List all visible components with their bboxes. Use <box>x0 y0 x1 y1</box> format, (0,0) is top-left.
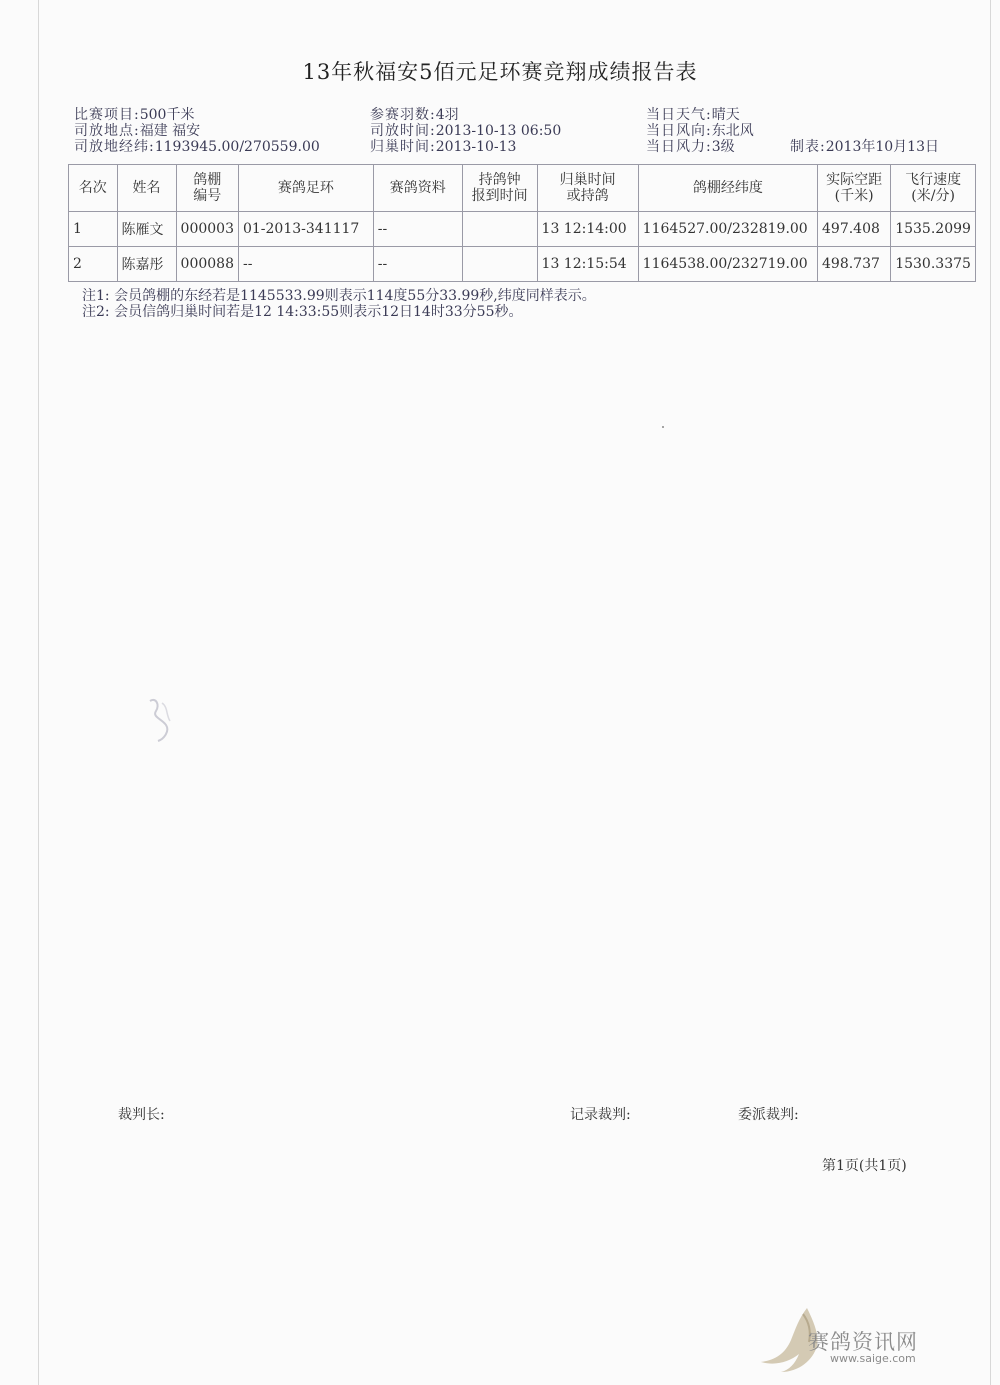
header-distance-line1: 实际空距 <box>826 172 883 188</box>
meta-coords-label: 司放地经纬: <box>74 139 155 155</box>
header-speed <box>891 165 976 212</box>
chief-referee-signature: 裁判长: <box>118 1107 165 1123</box>
cell-name: 陈嘉彤 <box>117 247 176 282</box>
header-ring: 赛鸽足环 <box>238 165 373 212</box>
results-table <box>68 164 976 282</box>
scan-fold-line <box>38 0 39 1385</box>
note-1: 注1: 会员鸽棚的东经若是1145533.99则表示114度55分33.99秒,纬度同样表示。 <box>82 288 596 304</box>
meta-weather-value: 晴天 <box>711 107 740 123</box>
meta-coords <box>74 138 320 157</box>
cell-name: 陈雁文 <box>117 212 176 247</box>
meta-wind-force-value: 3级 <box>711 139 735 155</box>
cell-loft-coords: 1164538.00/232719.00 <box>638 247 817 282</box>
header-speed-line1: 飞行速度 <box>905 172 962 188</box>
header-arrival-line1: 归巢时间 <box>559 172 616 188</box>
header-arrival <box>537 165 638 212</box>
header-info: 赛鸽资料 <box>373 165 462 212</box>
cell-clock <box>462 212 537 247</box>
header-rank: 名次 <box>69 165 118 212</box>
header-distance-line2: (千米) <box>834 188 874 204</box>
meta-wind-dir-value: 东北风 <box>711 123 754 139</box>
cell-arrival: 13 12:14:00 <box>537 212 638 247</box>
note-2: 注2: 会员信鸽归巢时间若是12 14:33:55则表示12日14时33分55秒。 <box>82 304 523 320</box>
meta-location-value: 福建 福安 <box>139 123 201 139</box>
scan-edge-line <box>990 0 991 1385</box>
cell-rank: 1 <box>69 212 118 247</box>
cell-speed: 1530.3375 <box>891 247 976 282</box>
meta-wind-force <box>646 138 735 157</box>
meta-made-label: 制表: <box>790 139 826 155</box>
record-referee-signature: 记录裁判: <box>570 1107 631 1123</box>
report-title: 13年秋福安5佰元足环赛竞翔成绩报告表 <box>302 60 698 84</box>
header-arrival-line2: 或持鸽 <box>566 188 609 204</box>
meta-wind-force-label: 当日风力: <box>646 139 712 155</box>
cell-loft-no: 000003 <box>176 212 238 247</box>
header-loft-no <box>176 165 238 212</box>
watermark-text: 赛鸽资讯网 <box>808 1330 918 1354</box>
cell-loft-no: 000088 <box>176 247 238 282</box>
header-loft-no-line1: 鸽棚 <box>193 172 222 188</box>
smudge-mark <box>142 695 182 745</box>
assigned-referee-signature: 委派裁判: <box>738 1107 799 1123</box>
watermark-url: www.saige.com <box>830 1352 916 1365</box>
cell-arrival: 13 12:15:54 <box>537 247 638 282</box>
cell-ring: 01-2013-341117 <box>238 212 373 247</box>
header-distance <box>818 165 891 212</box>
cell-loft-coords: 1164527.00/232819.00 <box>638 212 817 247</box>
header-speed-line2: (米/分) <box>911 188 955 204</box>
meta-weather-label: 当日天气: <box>646 107 712 123</box>
cell-clock <box>462 247 537 282</box>
table-row <box>69 247 976 282</box>
meta-event-label: 比赛项目: <box>74 107 140 123</box>
meta-return-time-label: 归巢时间: <box>370 139 436 155</box>
header-clock-line2: 报到时间 <box>471 188 528 204</box>
meta-event-value: 500千米 <box>139 107 195 123</box>
speck <box>662 426 664 428</box>
notes <box>82 288 596 320</box>
meta-release-time-label: 司放时间: <box>370 123 436 139</box>
page-number: 第1页(共1页) <box>822 1158 907 1174</box>
meta-made-value: 2013年10月13日 <box>825 139 939 155</box>
meta-return-time <box>370 138 516 157</box>
header-clock <box>462 165 537 212</box>
header-loft-coords: 鸽棚经纬度 <box>638 165 817 212</box>
header-loft-no-line2: 编号 <box>193 188 222 204</box>
meta-location-label: 司放地点: <box>74 123 140 139</box>
table-row <box>69 212 976 247</box>
table-header-row <box>69 165 976 212</box>
cell-speed: 1535.2099 <box>891 212 976 247</box>
meta-entries-label: 参赛羽数: <box>370 107 436 123</box>
meta-wind-dir-label: 当日风向: <box>646 123 712 139</box>
meta-entries-value: 4羽 <box>435 107 459 123</box>
meta-coords-value: 1193945.00/270559.00 <box>154 139 320 155</box>
cell-distance: 497.408 <box>818 212 891 247</box>
cell-ring: -- <box>238 247 373 282</box>
cell-distance: 498.737 <box>818 247 891 282</box>
cell-info: -- <box>373 212 462 247</box>
cell-rank: 2 <box>69 247 118 282</box>
cell-info: -- <box>373 247 462 282</box>
header-name: 姓名 <box>117 165 176 212</box>
meta-made-date <box>790 138 939 157</box>
meta-release-time-value: 2013-10-13 06:50 <box>435 123 562 139</box>
meta-return-time-value: 2013-10-13 <box>435 139 517 155</box>
header-clock-line1: 持鸽钟 <box>478 172 521 188</box>
